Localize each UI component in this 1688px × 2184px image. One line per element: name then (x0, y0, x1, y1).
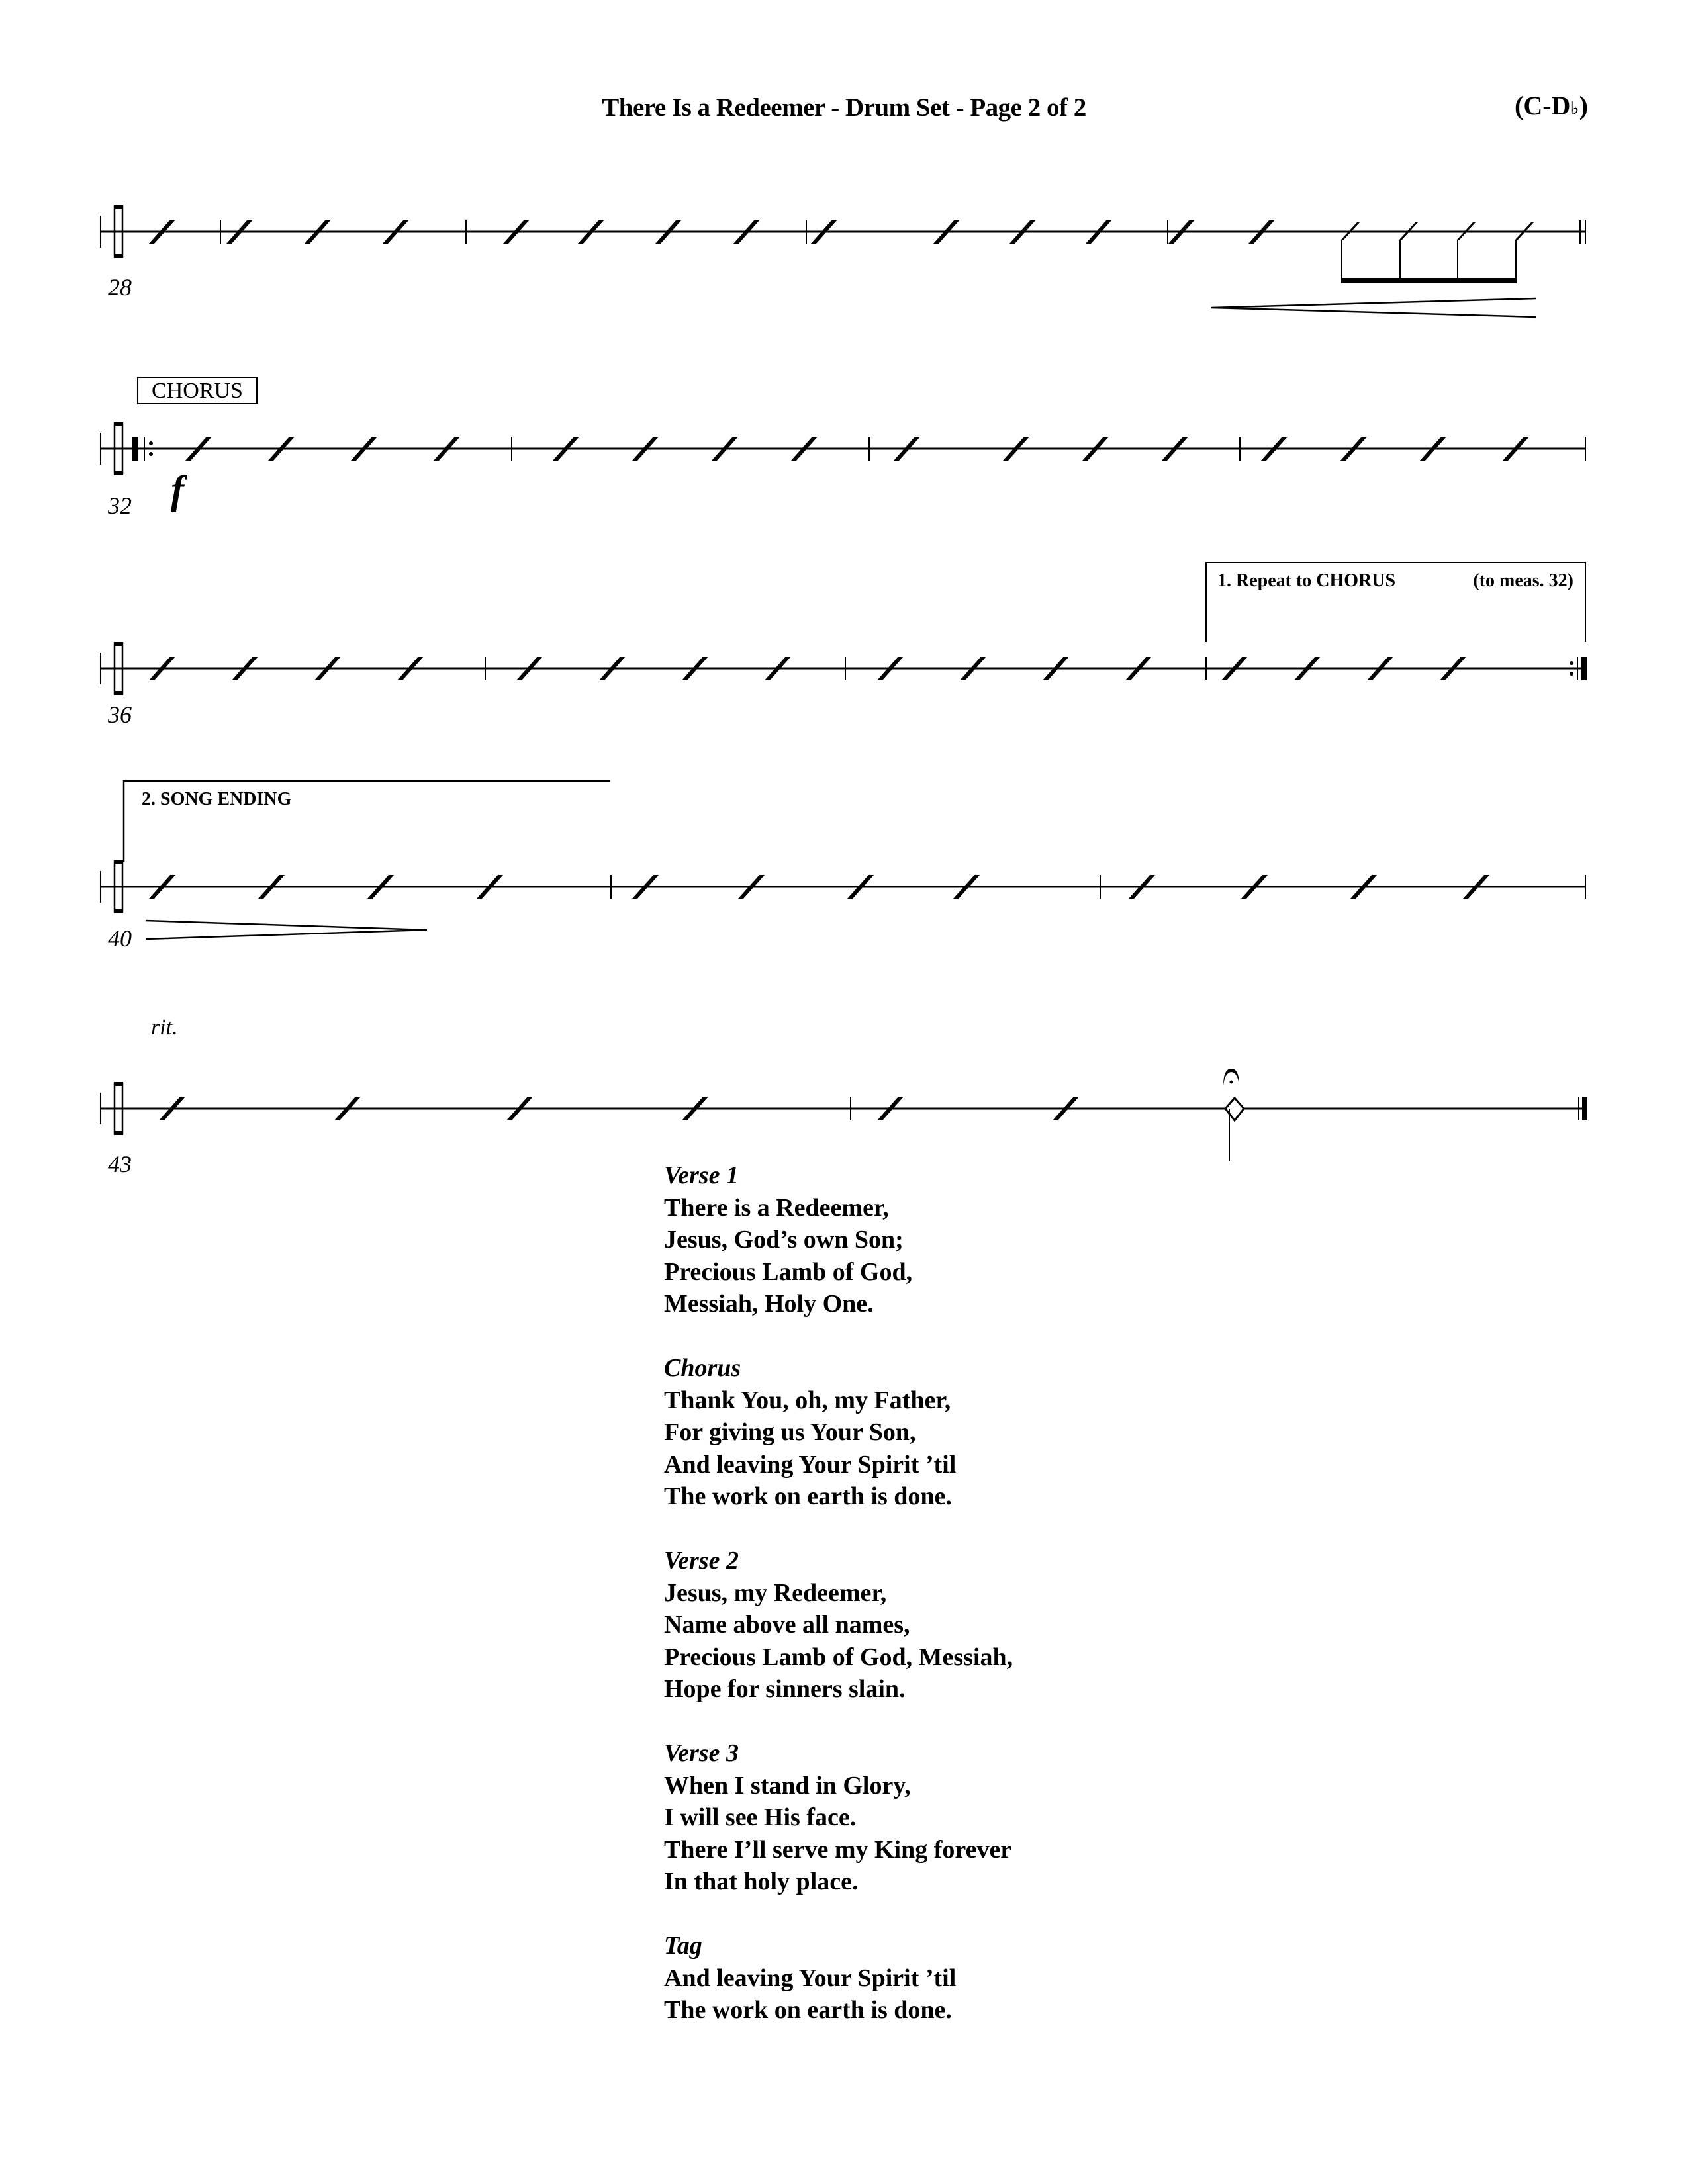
repeat-thick-bar (132, 437, 138, 461)
ending-label: 2. SONG ENDING (142, 789, 292, 809)
lyric-line: There is a Redeemer, (664, 1193, 889, 1222)
tempo-marking: rit. (151, 1015, 178, 1040)
lyrics-section (664, 1545, 1013, 1706)
lyrics-section (664, 1160, 1013, 1320)
lyric-line: When I stand in Glory, (664, 1771, 911, 1799)
staff-system (101, 781, 1585, 952)
clef-cap-bottom (114, 691, 123, 695)
staff-system (101, 1015, 1587, 1177)
lyric-line: Hope for sinners slain. (664, 1675, 906, 1703)
lyric-line: For giving us Your Son, (664, 1418, 916, 1446)
repeat-dot-icon (149, 452, 153, 456)
key-close: ) (1579, 91, 1588, 120)
clef-cap-bottom (114, 1131, 123, 1135)
page-title: There Is a Redeemer - Drum Set - Page 2 of 2 (602, 93, 1086, 122)
lyric-line: In that holy place. (664, 1868, 859, 1895)
measure-number: 32 (108, 492, 132, 519)
clef-cap-top (114, 860, 123, 864)
lyrics-section-label: Verse 3 (664, 1739, 739, 1767)
staff-system (101, 205, 1585, 317)
rehearsal-mark: CHORUS (152, 379, 243, 403)
lyric-line: The work on earth is done. (664, 1482, 952, 1510)
ending-note: (to meas. 32) (1473, 570, 1573, 591)
ending-label: 1. Repeat to CHORUS (1217, 570, 1396, 591)
clef-cap-top (114, 205, 123, 209)
fermata-dot (1230, 1081, 1233, 1084)
repeat-dot-icon (1570, 661, 1573, 665)
lyric-line: Thank You, oh, my Father, (664, 1386, 951, 1414)
clef-cap-bottom (114, 254, 123, 258)
lyric-line: I will see His face. (664, 1803, 857, 1831)
lyrics-section-label: Chorus (664, 1354, 741, 1382)
lyrics-section (664, 1737, 1013, 1898)
lyrics-section-label: Verse 1 (664, 1161, 739, 1189)
clef-cap-top (114, 1082, 123, 1086)
lyrics-section-label: Tag (664, 1932, 702, 1960)
lyric-line: And leaving Your Spirit ’til (664, 1450, 957, 1479)
lyrics-section (664, 1930, 1013, 2026)
lyric-line: There I’ll serve my King forever (664, 1835, 1012, 1864)
note-beam (1341, 278, 1517, 283)
measure-number: 40 (108, 925, 132, 952)
key-text: (C-D (1515, 91, 1571, 120)
dynamic-marking: f (171, 468, 184, 512)
lyric-line: Messiah, Holy One. (664, 1290, 874, 1318)
lyric-line: Precious Lamb of God, (664, 1257, 913, 1286)
measure-number: 28 (108, 274, 132, 300)
clef-cap-top (114, 422, 123, 426)
lyrics-block (664, 1160, 1013, 2058)
diamond-notehead-icon (1225, 1098, 1244, 1120)
decrescendo-hairpin (146, 921, 427, 939)
clef-cap-bottom (114, 471, 123, 475)
lyric-line: And leaving Your Spirit ’til (664, 1964, 957, 1992)
clef-cap-top (114, 642, 123, 646)
lyric-line: The work on earth is done. (664, 1996, 952, 2024)
measure-number: 36 (108, 702, 132, 728)
lyrics-section-label: Verse 2 (664, 1547, 739, 1574)
repeat-thick-bar (1581, 657, 1587, 680)
flat-icon: ♭ (1570, 99, 1579, 119)
measure-number: 43 (108, 1151, 132, 1177)
staff-system (101, 563, 1587, 728)
fermata-icon (1223, 1069, 1239, 1086)
lyric-line: Jesus, my Redeemer, (664, 1578, 887, 1607)
lyric-line: Name above all names, (664, 1611, 910, 1639)
final-thick-bar (1582, 1097, 1587, 1120)
lyric-line: Jesus, God’s own Son; (664, 1226, 904, 1253)
repeat-dot-icon (149, 441, 153, 445)
crescendo-hairpin (1211, 298, 1536, 317)
lyrics-section (664, 1352, 1013, 1513)
clef-cap-bottom (114, 909, 123, 913)
repeat-dot-icon (1570, 672, 1573, 676)
staff-system (101, 377, 1585, 519)
lyric-line: Precious Lamb of God, Messiah, (664, 1643, 1013, 1671)
